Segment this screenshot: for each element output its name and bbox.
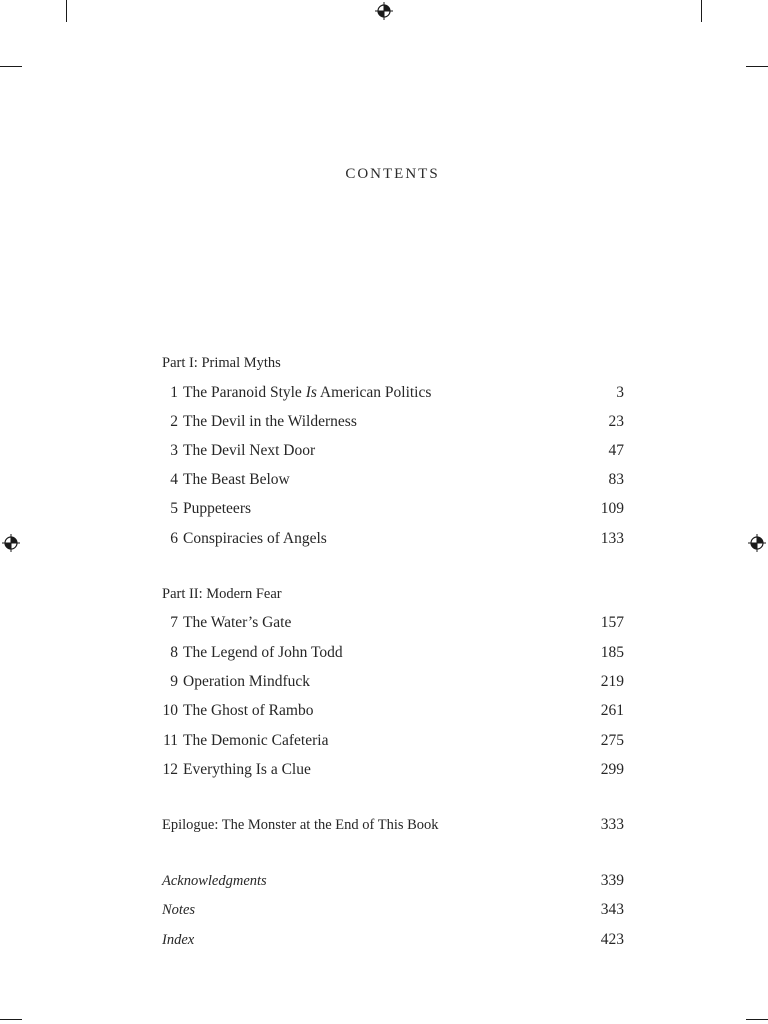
toc-entry[interactable] [162, 700, 624, 722]
page-number: 3 [616, 384, 624, 401]
crop-mark-left-bottom [0, 1019, 22, 1020]
page-number: 219 [600, 673, 624, 690]
toc-entry[interactable] [162, 469, 624, 491]
chapter-title: The Water’s Gate [183, 614, 292, 631]
part-heading: Part I: Primal Myths [162, 355, 281, 371]
chapter-title: Conspiracies of Angels [183, 530, 327, 547]
back-matter-title: Acknowledgments [162, 873, 267, 889]
chapter-number: 10 [162, 702, 178, 719]
registration-mark-icon [2, 534, 20, 552]
registration-mark-icon [375, 2, 393, 20]
page-number: 333 [600, 816, 624, 833]
chapter-number: 8 [170, 644, 178, 661]
crop-mark-top-left [66, 0, 67, 22]
chapter-title: The Legend of John Todd [183, 644, 343, 661]
back-matter-title: Index [162, 932, 195, 948]
toc-entry[interactable] [162, 642, 624, 664]
chapter-title: The Demonic Cafeteria [183, 732, 329, 749]
page-number: 261 [600, 702, 624, 719]
chapter-number: 2 [170, 413, 178, 430]
toc-entry[interactable] [162, 382, 624, 404]
chapter-number: 5 [170, 500, 178, 517]
chapter-title: The Ghost of Rambo [183, 702, 314, 719]
page-title: CONTENTS [345, 166, 440, 182]
chapter-number: 11 [163, 732, 178, 749]
page-number: 423 [600, 931, 624, 948]
chapter-number: 9 [170, 673, 178, 690]
page-number: 185 [600, 644, 624, 661]
crop-mark-right-top [746, 66, 768, 67]
crop-mark-right-bottom [746, 1019, 768, 1020]
chapter-title: The Paranoid Style Is American Politics [183, 384, 432, 401]
page-number: 47 [608, 442, 624, 459]
chapter-number: 1 [170, 384, 178, 401]
toc-entry[interactable] [162, 759, 624, 781]
chapter-number: 12 [162, 761, 178, 778]
epilogue-title: Epilogue: The Monster at the End of This Book [162, 817, 439, 833]
toc-entry[interactable] [162, 440, 624, 462]
crop-mark-top-right [701, 0, 702, 22]
chapter-title: The Beast Below [183, 471, 290, 488]
page-number: 343 [600, 901, 624, 918]
chapter-title: Everything Is a Clue [183, 761, 311, 778]
page-number: 23 [608, 413, 624, 430]
page-number: 275 [600, 732, 624, 749]
page-number: 157 [600, 614, 624, 631]
chapter-number: 3 [170, 442, 178, 459]
toc-entry[interactable] [162, 612, 624, 634]
chapter-number: 6 [170, 530, 178, 547]
page-number: 299 [600, 761, 624, 778]
toc-entry[interactable] [162, 528, 624, 550]
registration-mark-icon [748, 534, 766, 552]
toc-entry[interactable] [162, 671, 624, 693]
chapter-number: 4 [170, 471, 178, 488]
toc-entry[interactable] [162, 730, 624, 752]
page-number: 83 [608, 471, 624, 488]
toc-entry[interactable] [162, 411, 624, 433]
page-number: 339 [600, 872, 624, 889]
chapter-number: 7 [170, 614, 178, 631]
page-number: 133 [600, 530, 624, 547]
back-matter-title: Notes [162, 902, 196, 918]
chapter-title: The Devil Next Door [183, 442, 316, 459]
crop-mark-left-top [0, 66, 22, 67]
toc-entry[interactable] [162, 498, 624, 520]
chapter-title: Puppeteers [183, 500, 252, 517]
chapter-title: Operation Mindfuck [183, 673, 310, 690]
chapter-title: The Devil in the Wilderness [183, 413, 357, 430]
part-heading: Part II: Modern Fear [162, 586, 282, 602]
page-number: 109 [600, 500, 624, 517]
